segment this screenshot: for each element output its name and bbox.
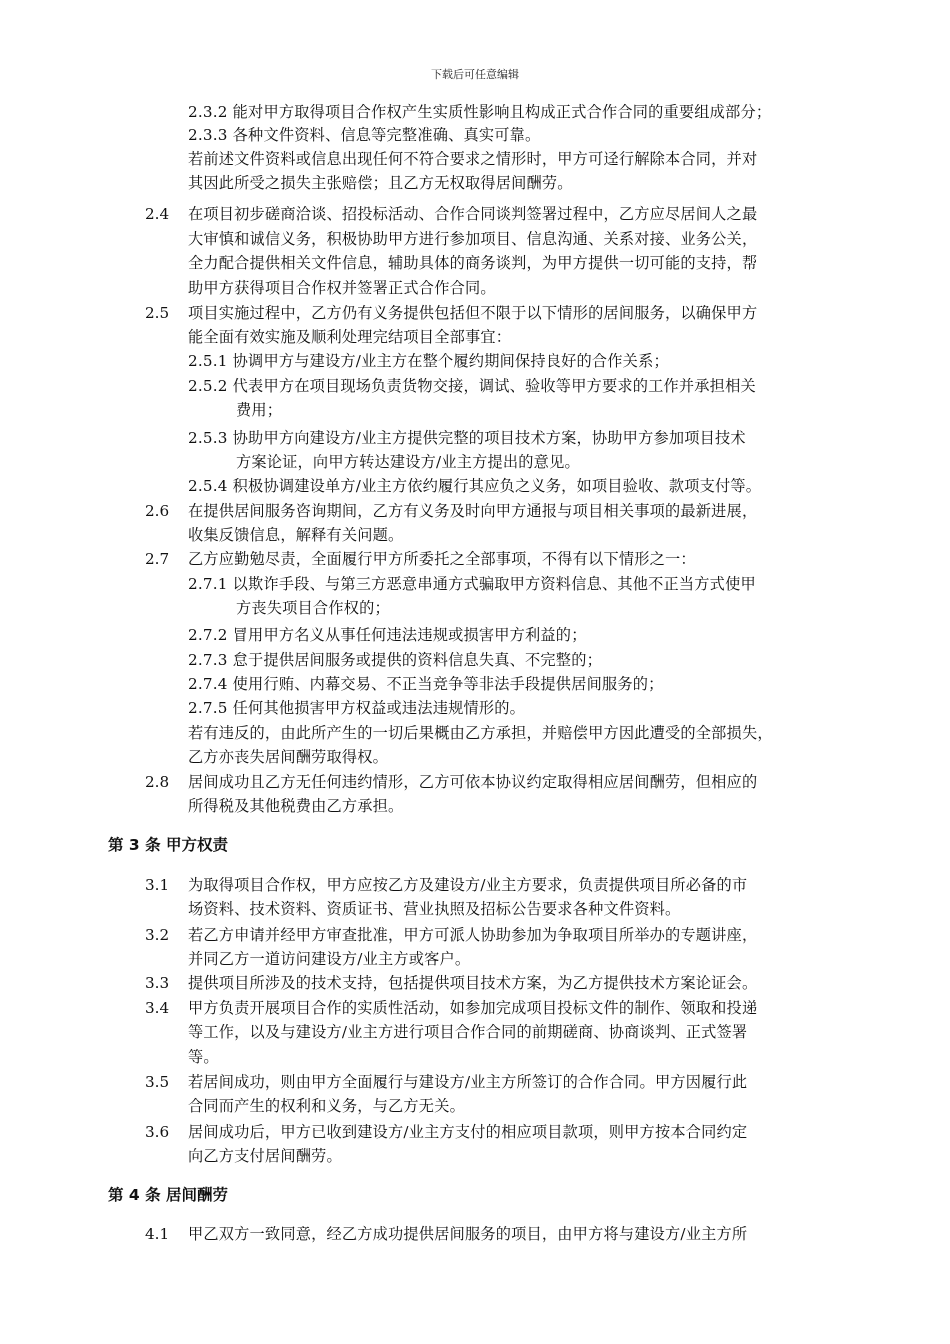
clause-3-5-text: 合同而产生的权利和义务，与乙方无关。 (188, 1097, 465, 1115)
clause-number: 3.6 (145, 1123, 170, 1141)
clause-2-5-2: 2.5.2 代表甲方在项目现场负责货物交接，调试、验收等甲方要求的工作并承担相关 (188, 377, 756, 395)
clause-2-8-text: 所得税及其他税费由乙方承担。 (188, 797, 404, 815)
clause-number: 3.4 (145, 999, 170, 1017)
clause-2-7-3: 2.7.3 怠于提供居间服务或提供的资料信息失真、不完整的； (188, 651, 602, 669)
paragraph-2-7-note: 乙方亦丧失居间酬劳取得权。 (188, 748, 389, 766)
clause-3-2-text: 若乙方申请并经甲方审查批准，甲方可派人协助参加为争取项目所举办的专题讲座， (188, 926, 758, 944)
clause-4-1-text: 甲乙双方一致同意，经乙方成功提供居间服务的项目，由甲方将与建设方/业主方所 (188, 1225, 748, 1243)
clause-3-6-text: 向乙方支付居间酬劳。 (188, 1147, 342, 1165)
clause-2-5-1: 2.5.1 协调甲方与建设方/业主方在整个履约期间保持良好的合作关系； (188, 352, 669, 370)
clause-number: 2.4 (145, 205, 170, 223)
clause-2-7-text: 乙方应勤勉尽责，全面履行甲方所委托之全部事项，不得有以下情形之一： (188, 550, 696, 568)
clause-3-5-text: 若居间成功，则由甲方全面履行与建设方/业主方所签订的合作合同。甲方因履行此 (188, 1073, 748, 1091)
clause-2-8-text: 居间成功且乙方无任何违约情形，乙方可依本协议约定取得相应居间酬劳，但相应的 (188, 773, 758, 791)
paragraph-2-7-note: 若有违反的，由此所产生的一切后果概由乙方承担，并赔偿甲方因此遭受的全部损失， (188, 724, 773, 742)
clause-number: 3.3 (145, 974, 170, 992)
clause-2-5-4: 2.5.4 积极协调建设单方/业主方依约履行其应负之义务，如项目验收、款项支付等。 (188, 477, 762, 495)
clause-2-7-5: 2.7.5 任何其他损害甲方权益或违法违规情形的。 (188, 699, 526, 717)
clause-2-4-text: 助甲方获得项目合作权并签署正式合作合同。 (188, 279, 496, 297)
clause-2-3-3: 2.3.3 各种文件资料、信息等完整准确、真实可靠。 (188, 126, 541, 144)
clause-2-5-text: 能全面有效实施及顺利处理完结项目全部事宜： (188, 328, 512, 346)
clause-2-4-text: 全力配合提供相关文件信息，辅助具体的商务谈判，为甲方提供一切可能的支持，帮 (188, 254, 758, 272)
article-4-heading: 第 4 条 居间酬劳 (108, 1186, 228, 1204)
clause-number: 2.6 (145, 502, 170, 520)
clause-2-5-text: 项目实施过程中，乙方仍有义务提供包括但不限于以下情形的居间服务，以确保甲方 (188, 304, 758, 322)
clause-3-4-text: 甲方负责开展项目合作的实质性活动，如参加完成项目投标文件的制作、领取和投递 (188, 999, 758, 1017)
clause-3-2-text: 并同乙方一道访问建设方/业主方或客户。 (188, 950, 471, 968)
clause-2-5-2: 费用； (236, 401, 283, 419)
clause-number: 2.5 (145, 304, 170, 322)
paragraph-2-3-note: 其因此所受之损失主张赔偿；且乙方无权取得居间酬劳。 (188, 174, 573, 192)
clause-2-7-2: 2.7.2 冒用甲方名义从事任何违法违规或损害甲方利益的； (188, 626, 587, 644)
clause-number: 3.2 (145, 926, 170, 944)
clause-3-4-text: 等。 (188, 1048, 219, 1066)
clause-number: 2.8 (145, 773, 170, 791)
clause-2-7-1: 方丧失项目合作权的； (236, 599, 390, 617)
clause-3-4-text: 等工作，以及与建设方/业主方进行项目合作合同的前期磋商、协商谈判、正式签署 (188, 1023, 748, 1041)
clause-number: 3.5 (145, 1073, 170, 1091)
clause-2-6-text: 在提供居间服务咨询期间，乙方有义务及时向甲方通报与项目相关事项的最新进展， (188, 502, 758, 520)
clause-2-3-2: 2.3.2 能对甲方取得项目合作权产生实质性影响且构成正式合作合同的重要组成部分； (188, 103, 772, 121)
clause-3-1-text: 场资料、技术资料、资质证书、营业执照及招标公告要求各种文件资料。 (188, 900, 681, 918)
clause-2-4-text: 在项目初步磋商洽谈、招投标活动、合作合同谈判签署过程中，乙方应尽居间人之最 (188, 205, 758, 223)
clause-2-4-text: 大审慎和诚信义务，积极协助甲方进行参加项目、信息沟通、关系对接、业务公关， (188, 230, 758, 248)
clause-2-5-3: 方案论证，向甲方转达建设方/业主方提出的意见。 (236, 453, 580, 471)
clause-3-3-text: 提供项目所涉及的技术支持，包括提供项目技术方案，为乙方提供技术方案论证会。 (188, 974, 758, 992)
paragraph-2-3-note: 若前述文件资料或信息出现任何不符合要求之情形时，甲方可迳行解除本合同，并对 (188, 150, 758, 168)
clause-number: 2.7 (145, 550, 170, 568)
clause-3-1-text: 为取得项目合作权，甲方应按乙方及建设方/业主方要求，负责提供项目所必备的市 (188, 876, 748, 894)
clause-number: 4.1 (145, 1225, 170, 1243)
clause-3-6-text: 居间成功后，甲方已收到建设方/业主方支付的相应项目款项，则甲方按本合同约定 (188, 1123, 748, 1141)
clause-2-5-3: 2.5.3 协助甲方向建设方/业主方提供完整的项目技术方案，协助甲方参加项目技术 (188, 429, 746, 447)
clause-2-7-1: 2.7.1 以欺诈手段、与第三方恶意串通方式骗取甲方资料信息、其他不正当方式使甲 (188, 575, 756, 593)
clause-2-7-4: 2.7.4 使用行贿、内幕交易、不正当竞争等非法手段提供居间服务的； (188, 675, 664, 693)
page-header: 下载后可任意编辑 (431, 68, 519, 81)
article-3-heading: 第 3 条 甲方权责 (108, 836, 228, 854)
clause-2-6-text: 收集反馈信息，解释有关问题。 (188, 526, 404, 544)
clause-number: 3.1 (145, 876, 170, 894)
